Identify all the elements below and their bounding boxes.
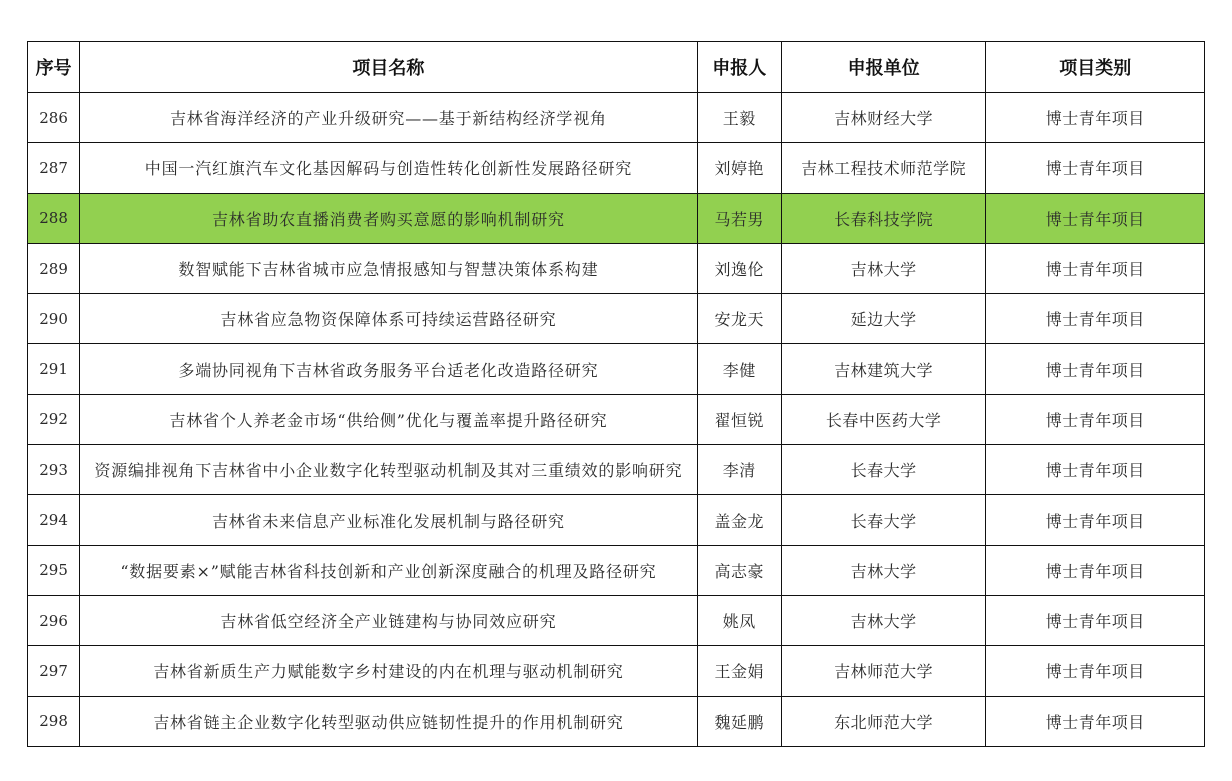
cell-seq: 292 [28, 394, 80, 444]
cell-unit: 吉林建筑大学 [781, 344, 986, 394]
cell-applicant: 刘婷艳 [697, 143, 781, 193]
cell-project-type: 博士青年项目 [986, 696, 1205, 746]
cell-unit: 长春大学 [781, 445, 986, 495]
header-project-type: 项目类别 [986, 42, 1205, 93]
cell-applicant: 王金娟 [697, 646, 781, 696]
cell-seq: 289 [28, 243, 80, 293]
cell-project-type: 博士青年项目 [986, 495, 1205, 545]
table-row [28, 545, 1205, 595]
header-seq: 序号 [28, 42, 80, 93]
cell-applicant: 安龙天 [697, 294, 781, 344]
cell-unit: 长春科技学院 [781, 193, 986, 243]
cell-project-type: 博士青年项目 [986, 394, 1205, 444]
cell-project-name: 吉林省低空经济全产业链建构与协同效应研究 [80, 595, 698, 645]
cell-project-name: 多端协同视角下吉林省政务服务平台适老化改造路径研究 [80, 344, 698, 394]
cell-project-type: 博士青年项目 [986, 243, 1205, 293]
cell-project-type: 博士青年项目 [986, 294, 1205, 344]
table-row [28, 394, 1205, 444]
table-row [28, 495, 1205, 545]
cell-unit: 长春大学 [781, 495, 986, 545]
table-row [28, 344, 1205, 394]
cell-applicant: 高志豪 [697, 545, 781, 595]
cell-applicant: 王毅 [697, 93, 781, 143]
cell-project-name: 资源编排视角下吉林省中小企业数字化转型驱动机制及其对三重绩效的影响研究 [80, 445, 698, 495]
cell-project-type: 博士青年项目 [986, 445, 1205, 495]
cell-unit: 吉林工程技术师范学院 [781, 143, 986, 193]
cell-seq: 290 [28, 294, 80, 344]
cell-applicant: 刘逸伦 [697, 243, 781, 293]
cell-unit: 长春中医药大学 [781, 394, 986, 444]
cell-project-type: 博士青年项目 [986, 646, 1205, 696]
cell-applicant: 李清 [697, 445, 781, 495]
header-unit: 申报单位 [781, 42, 986, 93]
cell-seq: 288 [28, 193, 80, 243]
cell-seq: 287 [28, 143, 80, 193]
cell-seq: 298 [28, 696, 80, 746]
header-applicant: 申报人 [697, 42, 781, 93]
cell-seq: 291 [28, 344, 80, 394]
cell-unit: 吉林大学 [781, 595, 986, 645]
cell-project-name: 吉林省助农直播消费者购买意愿的影响机制研究 [80, 193, 698, 243]
table-row [28, 193, 1205, 243]
cell-seq: 297 [28, 646, 80, 696]
table-row [28, 445, 1205, 495]
cell-unit: 吉林大学 [781, 545, 986, 595]
cell-seq: 293 [28, 445, 80, 495]
cell-applicant: 马若男 [697, 193, 781, 243]
cell-project-name: 数智赋能下吉林省城市应急情报感知与智慧决策体系构建 [80, 243, 698, 293]
cell-unit: 延边大学 [781, 294, 986, 344]
project-table-container [27, 41, 1205, 747]
cell-seq: 296 [28, 595, 80, 645]
cell-project-name: 吉林省未来信息产业标准化发展机制与路径研究 [80, 495, 698, 545]
cell-seq: 286 [28, 93, 80, 143]
table-row [28, 93, 1205, 143]
cell-applicant: 魏延鹏 [697, 696, 781, 746]
cell-project-type: 博士青年项目 [986, 344, 1205, 394]
cell-unit: 东北师范大学 [781, 696, 986, 746]
cell-unit: 吉林师范大学 [781, 646, 986, 696]
cell-project-name: “数据要素×”赋能吉林省科技创新和产业创新深度融合的机理及路径研究 [80, 545, 698, 595]
cell-project-type: 博士青年项目 [986, 595, 1205, 645]
cell-seq: 295 [28, 545, 80, 595]
cell-unit: 吉林财经大学 [781, 93, 986, 143]
cell-project-name: 中国一汽红旗汽车文化基因解码与创造性转化创新性发展路径研究 [80, 143, 698, 193]
table-row [28, 294, 1205, 344]
cell-seq: 294 [28, 495, 80, 545]
table-row [28, 243, 1205, 293]
table-row [28, 143, 1205, 193]
table-header-row [28, 42, 1205, 93]
cell-project-type: 博士青年项目 [986, 143, 1205, 193]
cell-applicant: 姚凤 [697, 595, 781, 645]
cell-project-name: 吉林省新质生产力赋能数字乡村建设的内在机理与驱动机制研究 [80, 646, 698, 696]
cell-applicant: 翟恒锐 [697, 394, 781, 444]
cell-project-name: 吉林省海洋经济的产业升级研究——基于新结构经济学视角 [80, 93, 698, 143]
cell-project-name: 吉林省个人养老金市场“供给侧”优化与覆盖率提升路径研究 [80, 394, 698, 444]
cell-unit: 吉林大学 [781, 243, 986, 293]
cell-project-type: 博士青年项目 [986, 545, 1205, 595]
table-row [28, 646, 1205, 696]
cell-applicant: 李健 [697, 344, 781, 394]
header-project-name: 项目名称 [80, 42, 698, 93]
project-table [27, 41, 1205, 747]
table-row [28, 595, 1205, 645]
cell-project-type: 博士青年项目 [986, 193, 1205, 243]
cell-project-type: 博士青年项目 [986, 93, 1205, 143]
cell-project-name: 吉林省应急物资保障体系可持续运营路径研究 [80, 294, 698, 344]
cell-project-name: 吉林省链主企业数字化转型驱动供应链韧性提升的作用机制研究 [80, 696, 698, 746]
cell-applicant: 盖金龙 [697, 495, 781, 545]
table-row [28, 696, 1205, 746]
table-body [28, 93, 1205, 747]
